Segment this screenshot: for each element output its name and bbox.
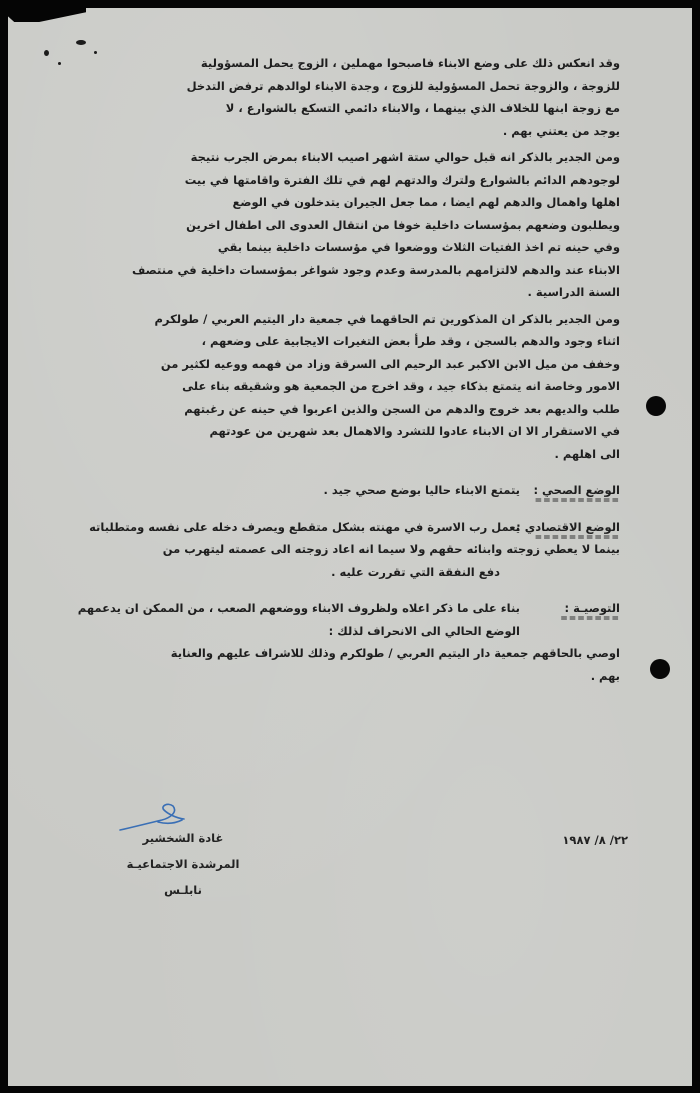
document-body: [77, 52, 620, 687]
text-line: اوصي بالحاقهم جمعية دار اليتيم العربي / طولكرم وذلك للاشراف عليهم والعناية: [170, 646, 620, 660]
text-line: يعمل رب الاسرة في مهنته بشكل متقطع ويصرف دخله على نفسه ومتطلباته: [89, 519, 520, 534]
text-line: وخفف من ميل الابن الاكبر عبد الرحيم الى السرقة وزاد من فهمه ووعيه لكثير من: [160, 356, 620, 371]
text-line: الى اهلهم .: [554, 446, 620, 461]
text-line: الامور وخاصة انه يتمتع بذكاء جيد ، وقد اخرج من الجمعية هو وشقيقه بناء على: [182, 379, 620, 393]
paragraph-scabies: [80, 146, 620, 304]
section-health: [80, 479, 620, 506]
punch-hole-top: [646, 396, 666, 416]
text-line: الابناء عند والدهم لالتزامهم بالمدرسة وعدم وجود شواغر بمؤسسات داخلية في منتصف: [131, 262, 620, 277]
section-label: الوضع الصحي :: [533, 483, 620, 497]
ink-stain: [76, 40, 86, 45]
text-line: الوضع الحالي الى الانحراف لذلك :: [328, 623, 520, 638]
text-line: يتمتع الابناء حاليا بوضع صحي جيد .: [323, 483, 520, 497]
text-line: في الاستقرار الا ان الابناء عادوا للتشرد والاهمال بعد شهرين من عودتهم: [209, 424, 620, 438]
ink-stain: [44, 50, 49, 56]
text-line: دفع النفقة التي تقررت عليه .: [331, 564, 500, 579]
text-line: طلب والديهم بعد خروج والدهم من السجن والذين اعربوا في حينه عن رغبتهم: [184, 401, 620, 416]
section-recommendation: [77, 597, 620, 687]
signer-city: نابلـس: [164, 883, 202, 897]
section-underline: ==========: [534, 496, 620, 506]
signer-title: المرشدة الاجتماعيـة: [126, 857, 240, 871]
text-line: ومن الجدير بالذكر انه قبل حوالي ستة اشهر اصيب الابناء بمرض الجرب نتيجة: [190, 150, 620, 164]
text-line: مع زوجة ابنها للخلاف الذي بينهما ، والابناء دائمي التسكع بالشوارع ، لا: [225, 101, 620, 115]
text-line: للزوجة ، والزوجة تحمل المسؤولية للزوج ، وجدة الابناء لوالدهم ترفض التدخل: [186, 78, 620, 93]
text-line: بينما لا يعطي زوجته وابنائه حقهم ولا سيما انه اعاد زوجته الى عصمته ليتهرب من: [162, 542, 620, 556]
paragraph-orphanage: [80, 308, 620, 466]
signer-name: غادة الشخشير: [142, 831, 224, 845]
text-line: يوجد من يعتني بهم .: [502, 123, 620, 138]
ink-stain: [58, 62, 61, 65]
text-line: وفي حينه تم اخذ الفتيات الثلاث ووضعوا في مؤسسات داخلية بينما بقي: [217, 240, 620, 254]
text-line: السنة الدراسية .: [527, 285, 620, 299]
text-line: اهلها واهمال والدهم لهم ايضا ، مما جعل الجيران يتدخلون في الوضع: [232, 195, 620, 209]
punch-hole-bottom: [650, 659, 670, 679]
text-line: ومن الجدير بالذكر ان المذكورين تم الحاقهما في جمعية دار اليتيم العربي / طولكرم: [154, 311, 620, 326]
section-economic: [80, 516, 620, 584]
text-line: ويطلبون وضعهم بمؤسسات داخلية خوفا من انتقال العدوى الى اطفال اخرين: [186, 217, 620, 232]
paragraph-children-neglect: [80, 52, 620, 142]
text-line: اثناء وجود والدهم بالسجن ، وقد طرأ بعض التغيرات الايجابية على وضعهم ،: [201, 334, 620, 348]
text-line: لوجودهم الدائم بالشوارع ولترك والدتهم لهم في تلك الفترة واقامتها في بيت: [184, 172, 620, 187]
document-footer: [118, 825, 628, 915]
text-line: بناء على ما ذكر اعلاه ولظروف الابناء ووضعهم الصعب ، من الممكن ان يدعمهم: [77, 601, 520, 615]
text-line: وقد انعكس ذلك على وضع الابناء فاصبحوا مهملين ، الزوج يحمل المسؤولية: [200, 56, 620, 70]
document-date: ٢٢/ ٨/ ١٩٨٧: [562, 833, 628, 847]
text-line: بهم .: [590, 668, 620, 683]
torn-corner: [8, 8, 86, 22]
section-label: التوصيـة :: [564, 601, 620, 615]
section-label: الوضع الاقتصادي :: [516, 519, 620, 534]
signature-block: [118, 825, 248, 903]
section-underline: ==========: [534, 532, 620, 543]
section-underline: =======: [560, 614, 620, 624]
